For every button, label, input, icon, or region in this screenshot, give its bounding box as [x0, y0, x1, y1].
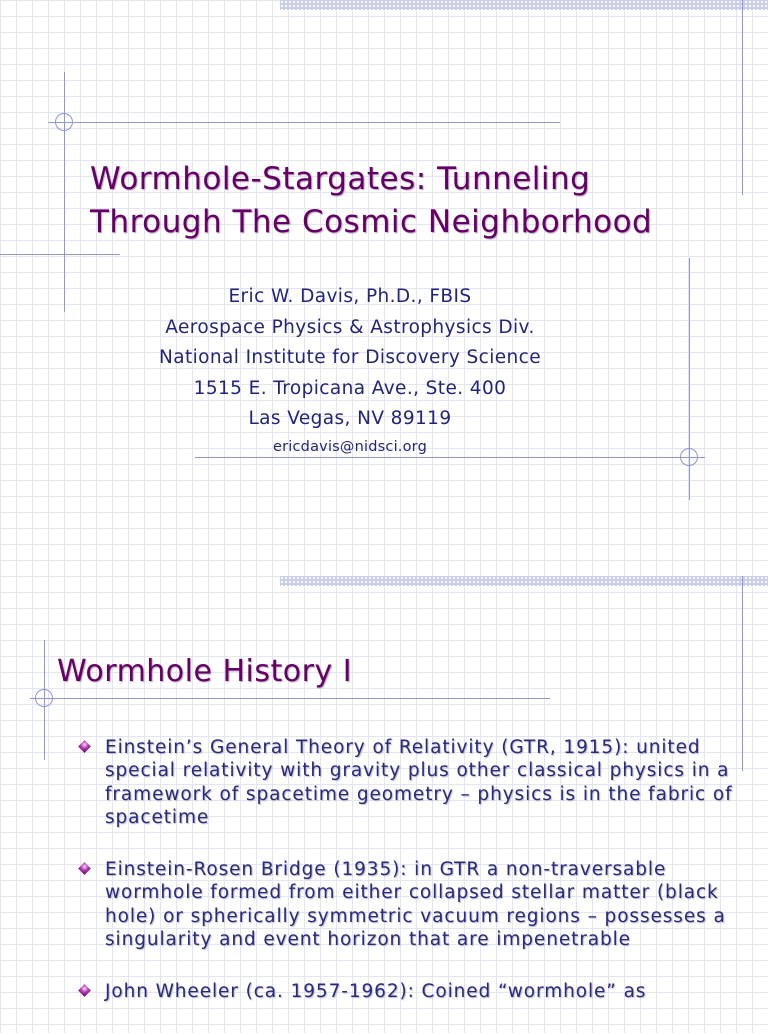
author-email[interactable]: ericdavis@nidsci.org: [272, 438, 427, 455]
decor-horizontal-line: [195, 457, 705, 458]
list-item: [78, 980, 738, 1003]
decor-horizontal-line: [0, 254, 120, 255]
bullet-text: Einstein’s General Theory of Relativity (GTR, 1915): united special relativity with gravity plus other classical physics in a framework of spacetime geometry – physics is in the fabric of spacetime: [105, 737, 733, 828]
diamond-bullet-icon: [78, 740, 91, 753]
crosshair-circle-icon: [35, 689, 53, 707]
author-institute: National Institute for Discovery Science: [159, 347, 541, 368]
list-item: [78, 736, 738, 829]
decor-horizontal-line: [30, 698, 550, 699]
decor-horizontal-line: [48, 122, 560, 123]
bullet-text: John Wheeler (ca. 1957-1962): Coined “wormhole” as: [105, 981, 647, 1003]
diamond-bullet-icon: [78, 862, 91, 875]
crosshair-circle-icon: [680, 448, 698, 466]
author-division: Aerospace Physics & Astrophysics Div.: [165, 316, 535, 338]
bullet-text: Einstein-Rosen Bridge (1935): in GTR a non-traversable wormhole formed from either collapsed stellar matter (black hole) or spherically symmetric vacuum regions – possesses a singularity and event horizon that are impenetrable: [105, 859, 726, 951]
header-bar: [280, 576, 768, 586]
decor-vertical-line: [742, 0, 743, 195]
list-item: [78, 858, 738, 951]
author-street: 1515 E. Tropicana Ave., Ste. 400: [193, 377, 507, 399]
slide-title: Wormhole-Stargates: Tunneling Through The Cosmic Neighborhood: [90, 161, 653, 240]
slide-title: Wormhole History I: [57, 654, 353, 689]
header-bar: [280, 0, 768, 10]
author-name: Eric W. Davis, Ph.D., FBIS: [228, 286, 472, 307]
decor-vertical-line: [64, 72, 65, 312]
decor-vertical-line: [742, 576, 743, 771]
crosshair-circle-icon: [55, 113, 73, 131]
author-block: [100, 282, 600, 459]
author-city: Las Vegas, NV 89119: [248, 408, 452, 429]
bullet-list: [78, 736, 738, 1033]
diamond-bullet-icon: [78, 985, 91, 998]
